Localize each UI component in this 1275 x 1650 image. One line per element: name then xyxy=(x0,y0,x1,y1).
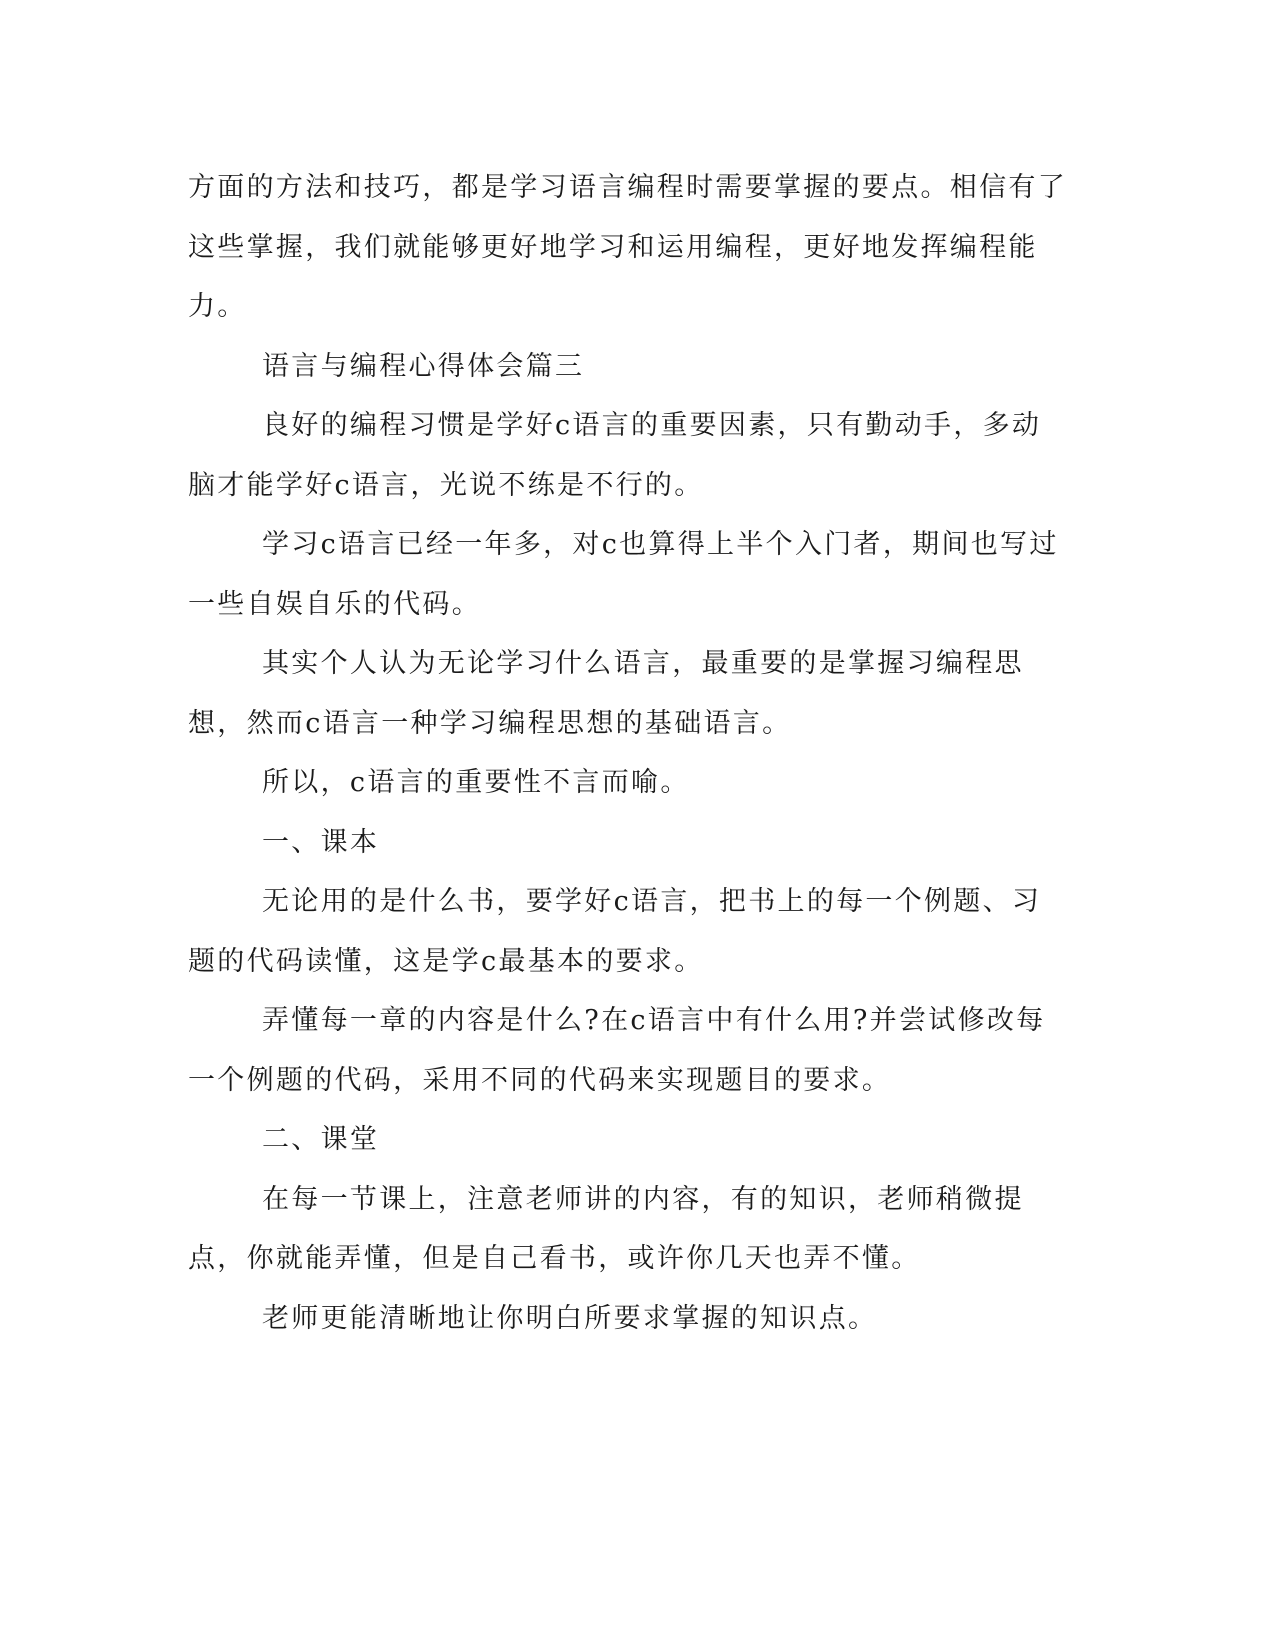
paragraph: 良好的编程习惯是学好c语言的重要因素，只有勤动手，多动脑才能学好c语言，光说不练是不行的。 xyxy=(188,410,1042,501)
document-body xyxy=(188,158,1068,1348)
section-title: 语言与编程心得体会篇三 xyxy=(262,350,585,382)
paragraph: 无论用的是什么书，要学好c语言，把书上的每一个例题、习题的代码读懂，这是学c最基本的要求。 xyxy=(188,886,1042,977)
subheading-classroom: 二、课堂 xyxy=(262,1124,380,1155)
subheading-textbook: 一、课本 xyxy=(262,826,380,858)
paragraph: 老师更能清晰地让你明白所要求掌握的知识点。 xyxy=(262,1302,878,1334)
paragraph: 学习c语言已经一年多，对c也算得上半个入门者，期间也写过一些自娱自乐的代码。 xyxy=(188,529,1059,620)
paragraph: 弄懂每一章的内容是什么?在c语言中有什么用?并尝试修改每一个例题的代码，采用不同的代码来实现题目的要求。 xyxy=(188,1005,1046,1096)
paragraph: 在每一节课上，注意老师讲的内容，有的知识，老师稍微提点，你就能弄懂，但是自己看书，或许你几天也弄不懂。 xyxy=(188,1183,1024,1274)
paragraph: 其实个人认为无论学习什么语言，最重要的是掌握习编程思想，然而c语言一种学习编程思想的基础语言。 xyxy=(188,648,1024,739)
paragraph: 所以，c语言的重要性不言而喻。 xyxy=(262,767,690,798)
paragraph-continuation: 方面的方法和技巧，都是学习语言编程时需要掌握的要点。相信有了这些掌握，我们就能够更好地学习和运用编程，更好地发挥编程能力。 xyxy=(188,172,1067,322)
